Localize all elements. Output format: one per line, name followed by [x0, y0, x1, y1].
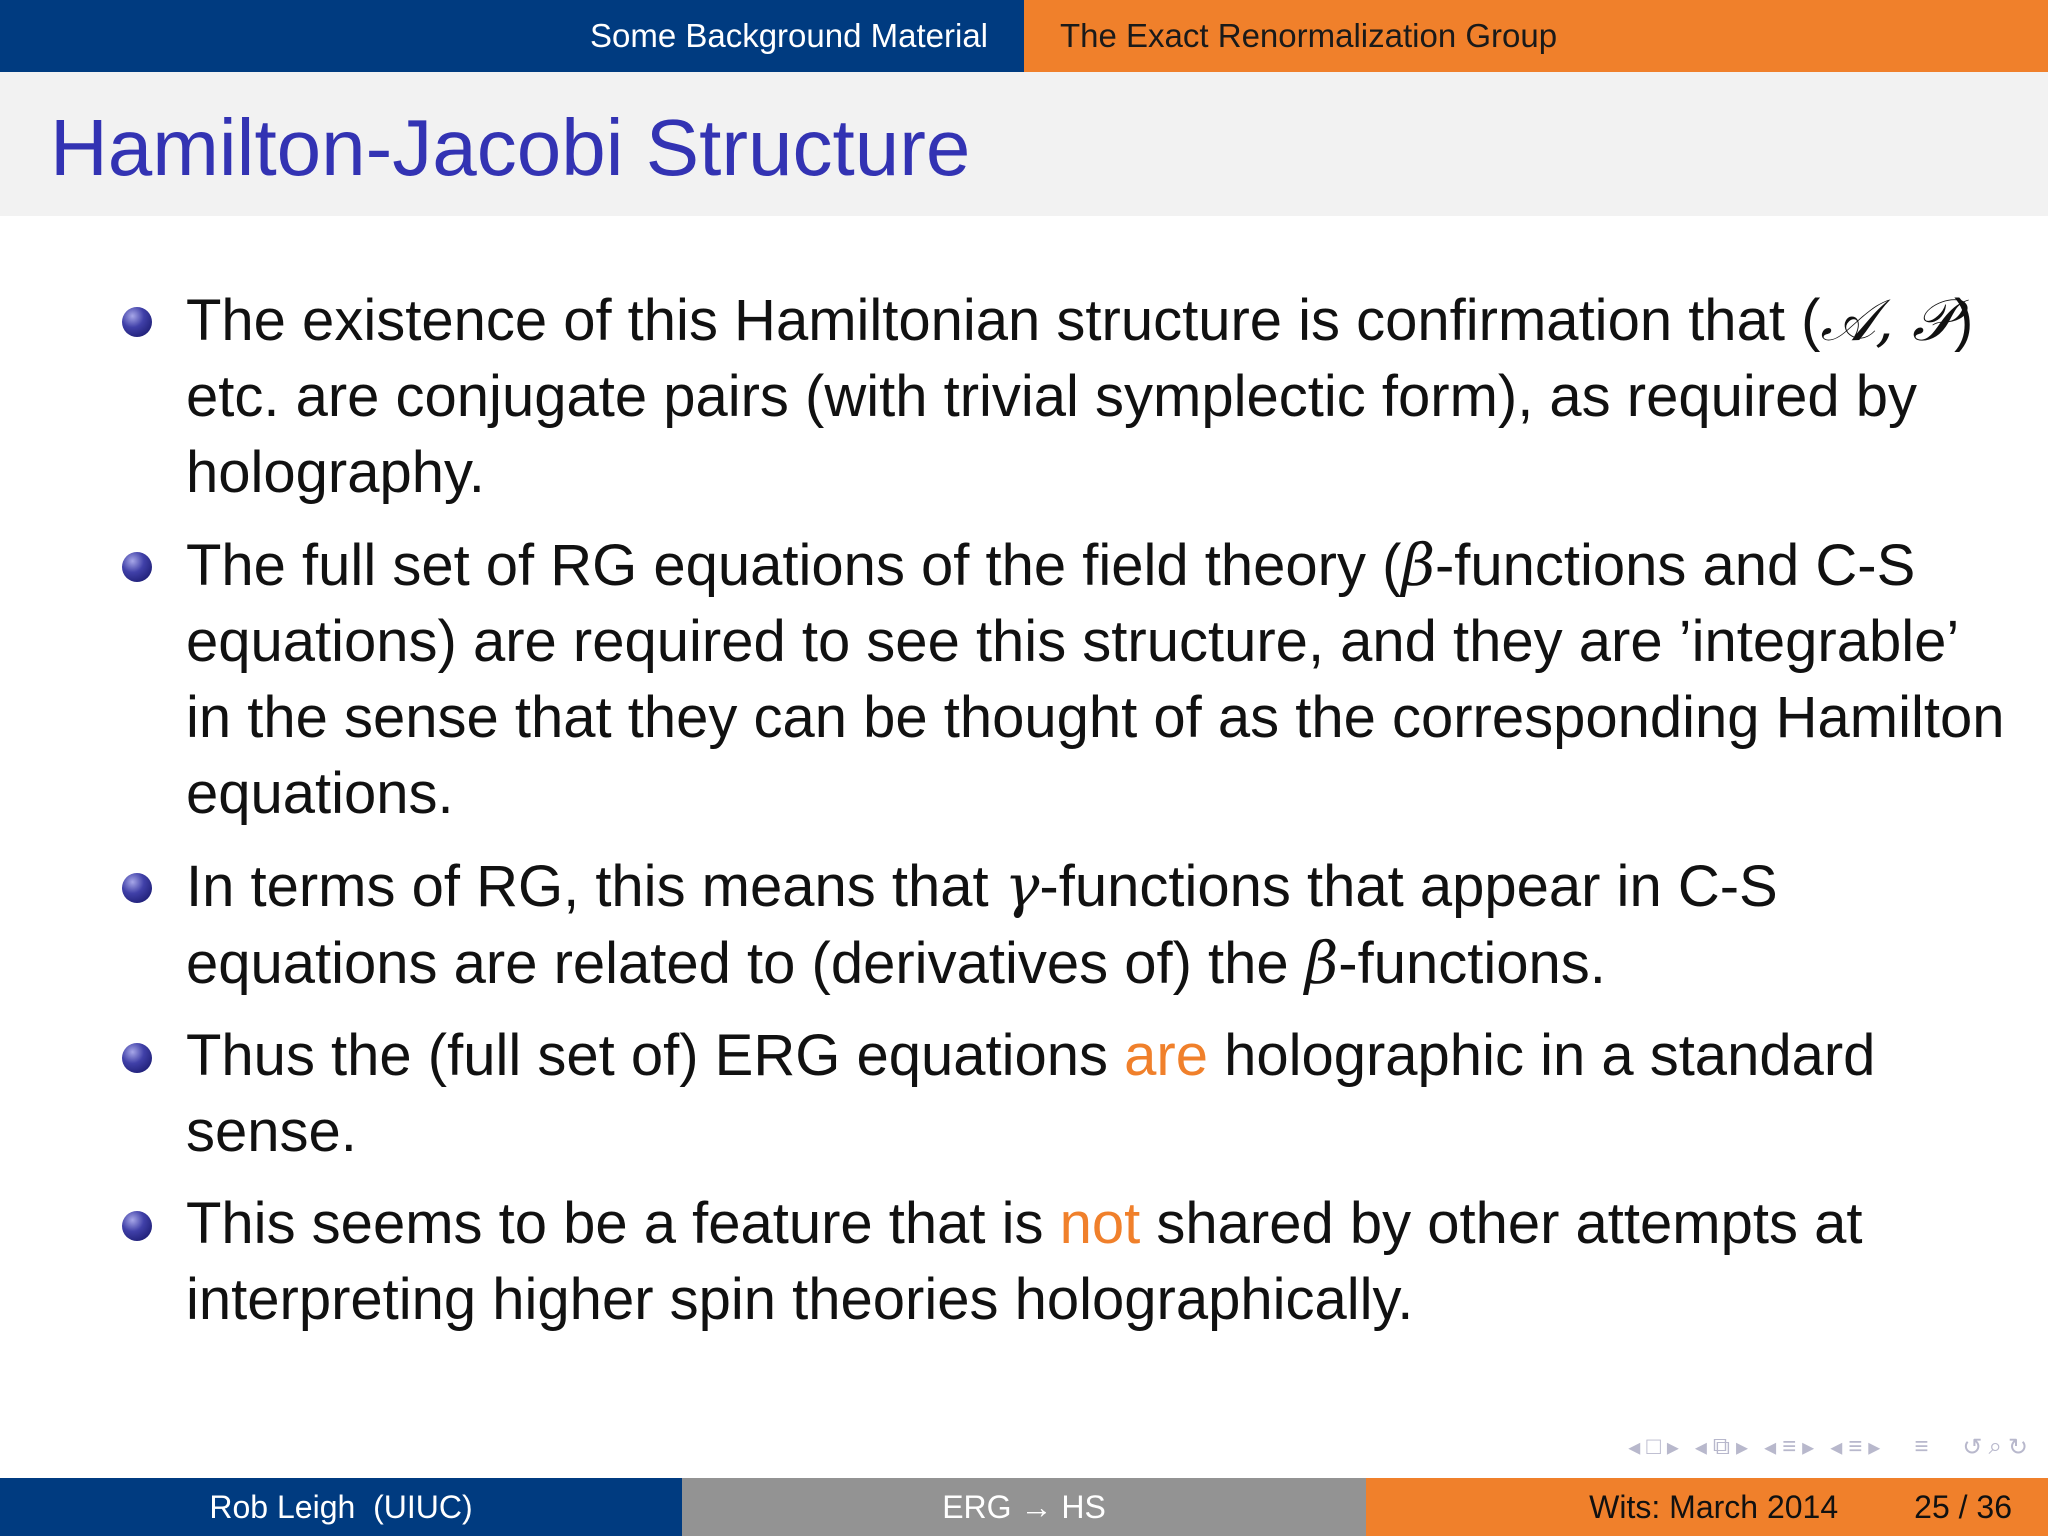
math-beta: β: [1304, 929, 1339, 997]
bullet-item: In terms of RG, this means that γ-functions that appear in C-S equations are related to (derivatives of) the β-functions.: [0, 848, 2048, 1002]
highlight-text: are: [1124, 1023, 1208, 1088]
beamer-navigation-symbols: [1628, 1430, 2028, 1464]
bullet-icon: [122, 307, 152, 337]
nav-document-icon[interactable]: ≡: [1848, 1433, 1863, 1460]
math-gamma: γ: [1004, 852, 1040, 920]
section-link-erg[interactable]: [1024, 0, 2048, 72]
nav-next-document-icon[interactable]: ▸: [1868, 1433, 1881, 1461]
nav-next-section-icon[interactable]: ▸: [1802, 1433, 1815, 1461]
footer-event-box: [1366, 1478, 2048, 1536]
nav-prev-document-icon[interactable]: ◂: [1830, 1433, 1843, 1461]
section-link-background[interactable]: [0, 0, 1024, 72]
bullet-icon: [122, 1043, 152, 1073]
nav-prev-subsection-icon[interactable]: ◂: [1694, 1433, 1707, 1461]
nav-section-icon[interactable]: ≡: [1782, 1433, 1797, 1460]
nav-prev-frame-icon[interactable]: ◂: [1628, 1433, 1641, 1461]
footer-event: Wits: March 2014: [1589, 1488, 1839, 1525]
bullet-item: The existence of this Hamiltonian structure is confirmation that (𝒜, 𝒫) etc. are conjugate pairs (with trivial symplectic form), as required by holography.: [0, 282, 2048, 511]
slide-title: Hamilton-Jacobi Structure: [50, 103, 971, 192]
math-beta: β: [1401, 531, 1435, 599]
nav-subsection-icon[interactable]: ⧉: [1712, 1433, 1731, 1460]
nav-search-icon[interactable]: ⌕: [1988, 1433, 2002, 1460]
footer-short-title: ERG → HS: [942, 1488, 1106, 1525]
footer-author-box: [0, 1478, 682, 1536]
nav-next-frame-icon[interactable]: ▸: [1666, 1433, 1679, 1461]
nav-appendix-icon[interactable]: ≡: [1914, 1433, 1929, 1460]
bullet-item: The full set of RG equations of the field theory (β-functions and C-S equations) are required to see this structure, and they are ’integrable’ in the sense that they can be thought of as the corresponding Hamilton equations.: [0, 527, 2048, 832]
bullet-icon: [122, 1211, 152, 1241]
footer-page-number: 25 / 36: [1914, 1488, 2012, 1525]
nav-back-icon[interactable]: ↺: [1962, 1433, 1983, 1461]
highlight-text: not: [1059, 1191, 1141, 1256]
top-navigation-bar: [0, 0, 2048, 72]
title-bar: [0, 72, 2048, 216]
bullet-item: Thus the (full set of) ERG equations are holographic in a standard sense.: [0, 1018, 2048, 1170]
section-label-background: Some Background Material: [589, 17, 988, 54]
nav-prev-section-icon[interactable]: ◂: [1764, 1433, 1777, 1461]
footer-title-box: [682, 1478, 1366, 1536]
section-label-erg: The Exact Renormalization Group: [1060, 17, 1558, 54]
math-symbols: 𝒜, 𝒫: [1820, 286, 1954, 354]
nav-forward-icon[interactable]: ↻: [2007, 1433, 2028, 1461]
bullet-icon: [122, 552, 152, 582]
footer-author: Rob Leigh (UIUC): [209, 1488, 473, 1525]
slide-content: [0, 282, 2048, 1354]
nav-next-subsection-icon[interactable]: ▸: [1736, 1433, 1749, 1461]
footer-bar: [0, 1478, 2048, 1536]
bullet-item: This seems to be a feature that is not shared by other attempts at interpreting higher spin theories holographically.: [0, 1186, 2048, 1338]
bullet-icon: [122, 873, 152, 903]
nav-frame-icon[interactable]: □: [1646, 1433, 1661, 1460]
